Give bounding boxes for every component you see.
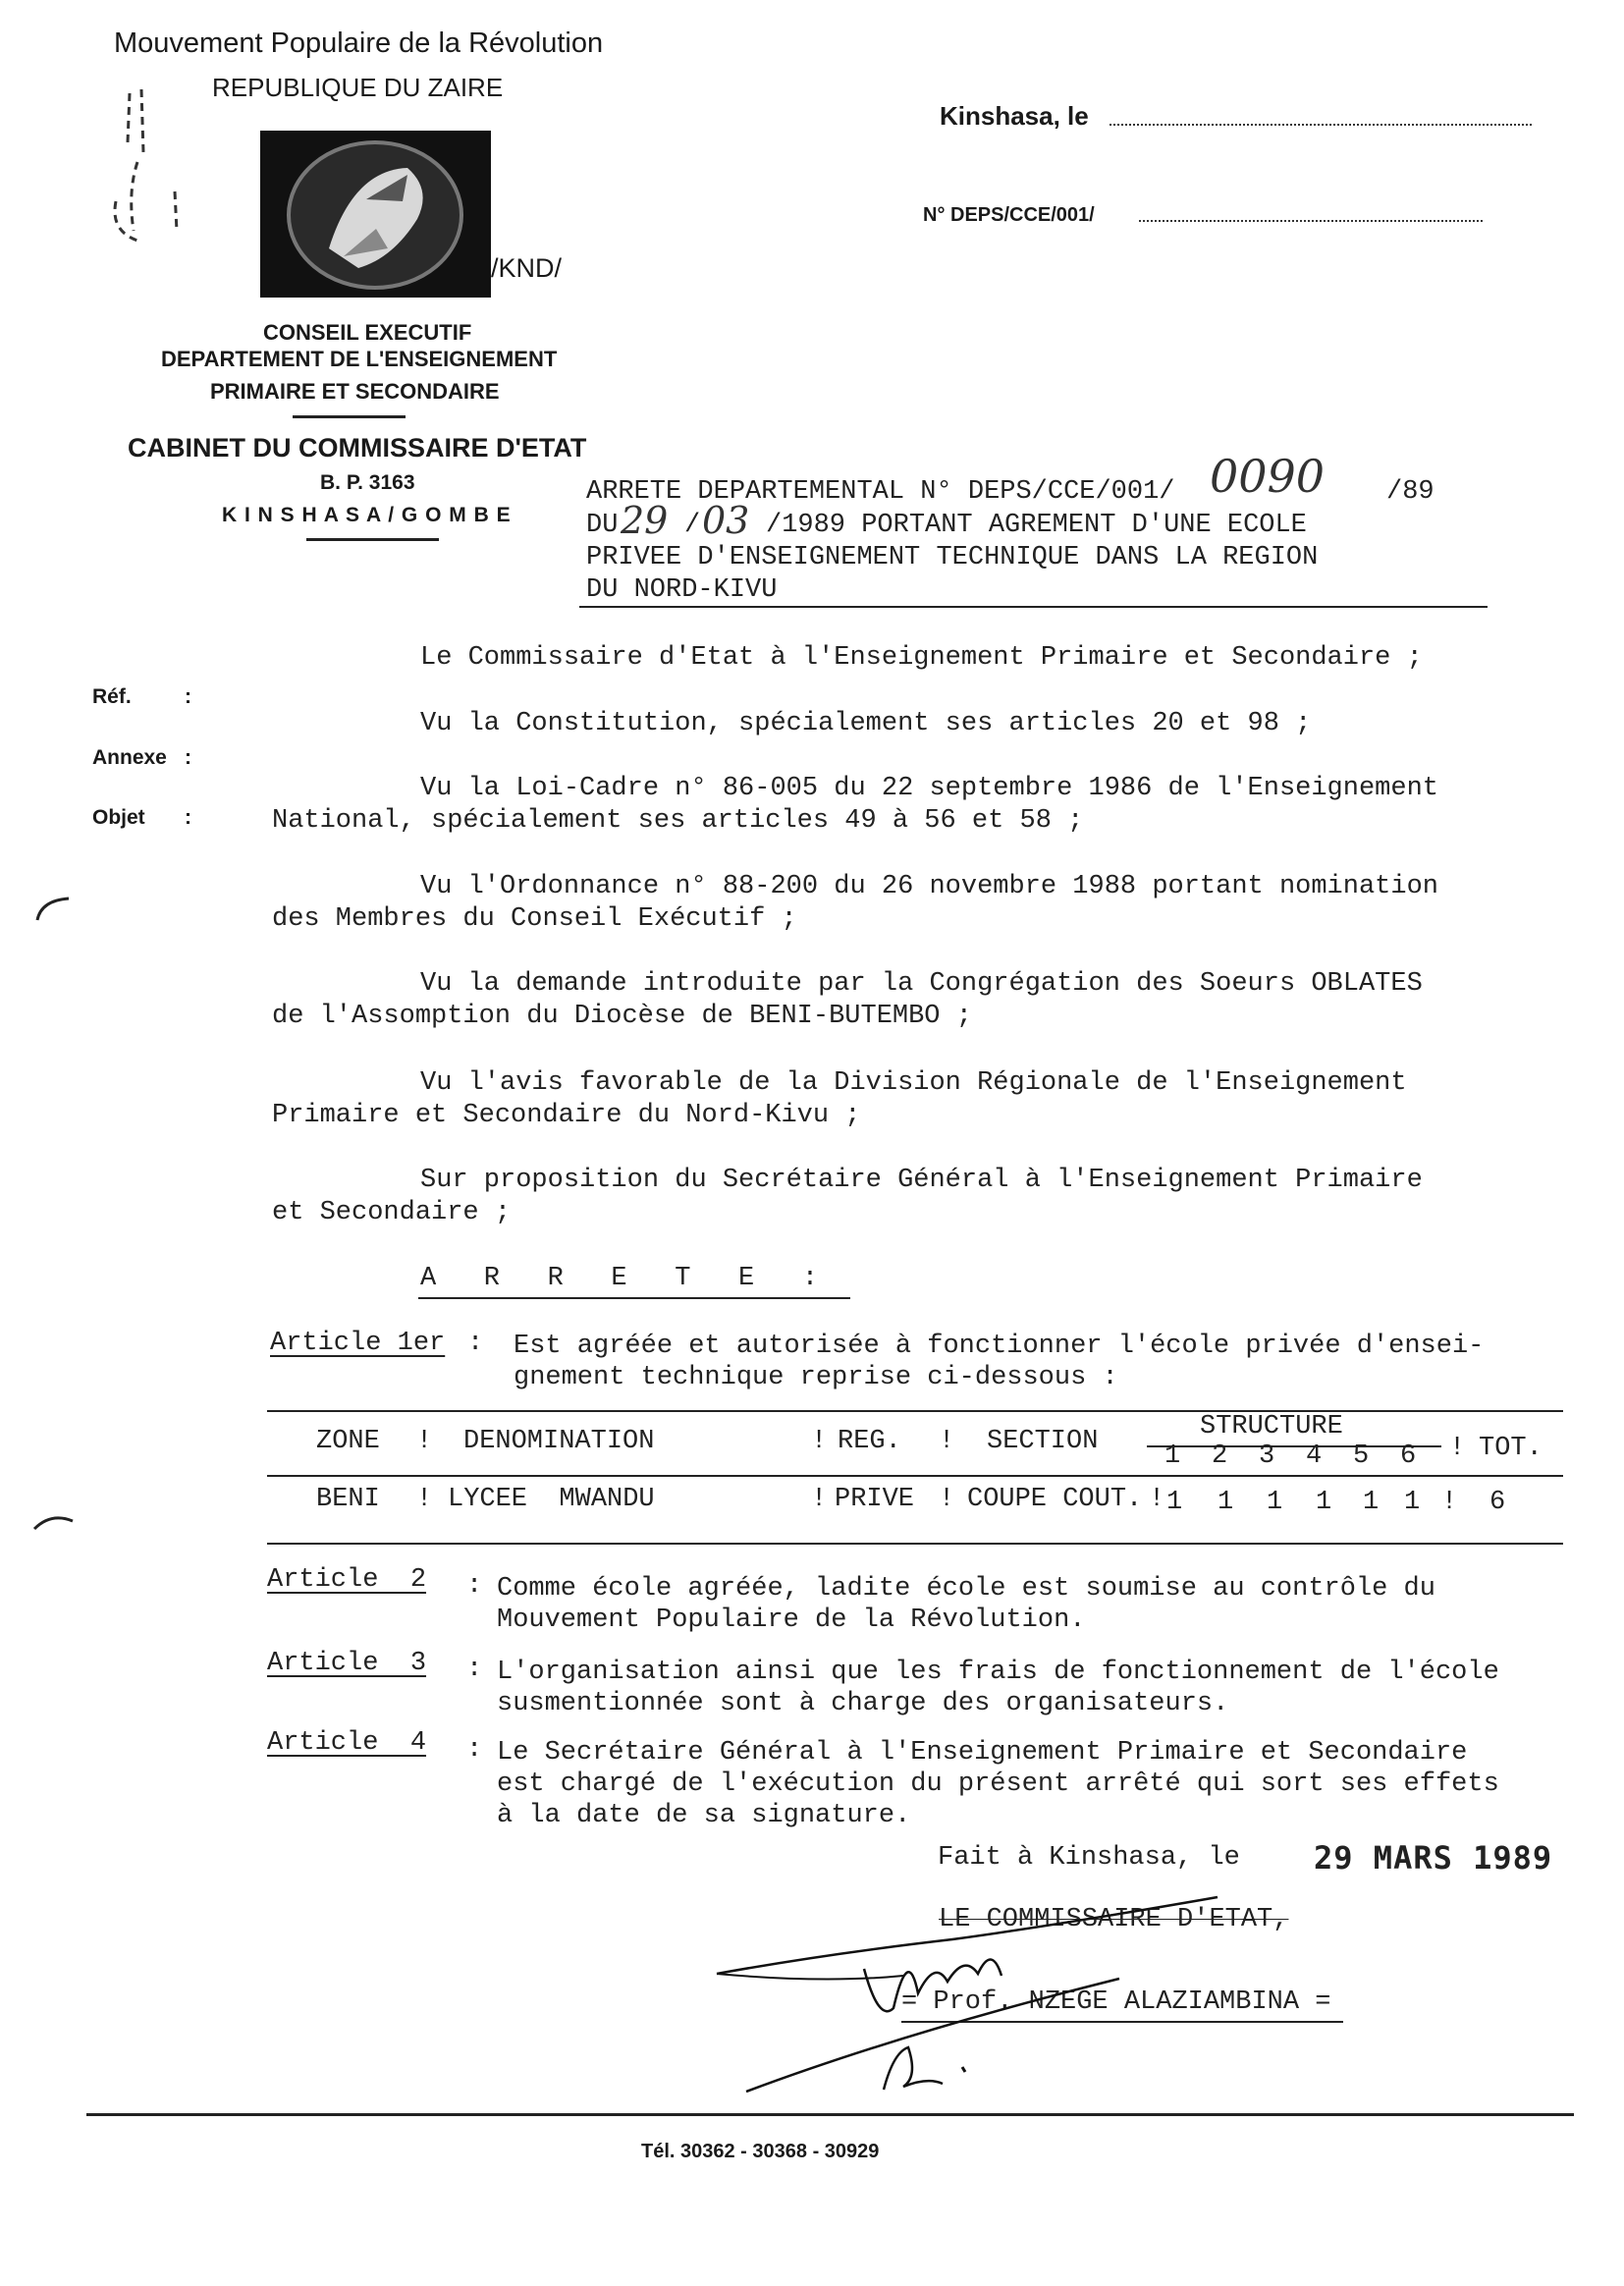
- title-line4: DU NORD-KIVU: [586, 575, 778, 605]
- coat-of-arms-seal: [260, 131, 491, 298]
- article-1-label: Article 1er: [270, 1329, 446, 1358]
- article-4-line3: à la date de sa signature.: [497, 1801, 911, 1830]
- article-2-line1: Comme école agréée, ladite école est soumise au contrôle du: [497, 1574, 1435, 1604]
- number-dotted-line: [1139, 220, 1483, 222]
- structure-strike: [1147, 1445, 1441, 1447]
- row-struct-3: 1: [1267, 1488, 1283, 1517]
- article-3-label: Article 3: [267, 1649, 427, 1678]
- article-3-line1: L'organisation ainsi que les frais de fonctionnement de l'école: [497, 1658, 1499, 1687]
- annexe-colon: :: [185, 746, 191, 769]
- article-1-line1: Est agréée et autorisée à fonctionner l'école privée d'ensei-: [514, 1332, 1485, 1361]
- table-bottom-rule: [267, 1543, 1563, 1545]
- handwritten-decree-number: 0090: [1210, 450, 1326, 503]
- preamble-avis-1: Vu l'avis favorable de la Division Régionale de l'Enseignement: [420, 1068, 1407, 1098]
- preamble-proposition-1: Sur proposition du Secrétaire Général à l'Enseignement Primaire: [420, 1166, 1423, 1195]
- republic-title: REPUBLIQUE DU ZAIRE: [212, 73, 504, 102]
- header-sep-4: !: [1449, 1434, 1466, 1463]
- preamble-loi-cadre-1: Vu la Loi-Cadre n° 86-005 du 22 septembre 1986 de l'Enseignement: [420, 774, 1438, 803]
- preamble-demande-1: Vu la demande introduite par la Congrégation des Soeurs OBLATES: [420, 969, 1423, 999]
- knd-suffix: /KND/: [491, 253, 563, 283]
- row-sep-2: !: [811, 1485, 828, 1514]
- row-tot: 6: [1489, 1488, 1506, 1517]
- header-struct-2: 2: [1212, 1442, 1228, 1471]
- fait-a-kinshasa: Fait à Kinshasa, le: [938, 1843, 1240, 1873]
- margin-scribbles: [98, 83, 206, 250]
- arrete-heading: A R R E T E :: [420, 1264, 819, 1293]
- header-sep-2: !: [811, 1427, 828, 1456]
- header-tot: TOT.: [1479, 1434, 1543, 1463]
- article-4-line1: Le Secrétaire Général à l'Enseignement Primaire et Secondaire: [497, 1738, 1468, 1768]
- footer-telephone: Tél. 30362 - 30368 - 30929: [641, 2141, 880, 2162]
- postal-box: B. P. 3163: [320, 471, 415, 494]
- preamble-ordonnance-2: des Membres du Conseil Exécutif ;: [272, 904, 797, 934]
- article-2-label: Article 2: [267, 1565, 427, 1595]
- header-section: SECTION: [987, 1427, 1099, 1456]
- header-denomination: DENOMINATION: [463, 1427, 655, 1456]
- article-4-colon: :: [466, 1735, 483, 1765]
- title-underline: [579, 606, 1488, 608]
- row-sep-1: !: [416, 1485, 433, 1514]
- movement-title: Mouvement Populaire de la Révolution: [114, 27, 604, 59]
- article-1-line2: gnement technique reprise ci-dessous :: [514, 1363, 1118, 1392]
- table-header-rule: [267, 1475, 1563, 1477]
- article-3-line2: susmentionnée sont à charge des organisateurs.: [497, 1689, 1229, 1718]
- header-struct-1: 1: [1164, 1442, 1181, 1471]
- header-structure: STRUCTURE: [1200, 1412, 1343, 1442]
- row-zone: BENI: [316, 1485, 380, 1514]
- kinshasa-date-label: Kinshasa, le: [940, 101, 1089, 131]
- preamble-commissioner: Le Commissaire d'Etat à l'Enseignement Primaire et Secondaire ;: [420, 643, 1423, 673]
- title-line3: PRIVEE D'ENSEIGNEMENT TECHNIQUE DANS LA REGION: [586, 543, 1319, 572]
- handwritten-month: 03: [702, 499, 750, 542]
- preamble-ordonnance-1: Vu l'Ordonnance n° 88-200 du 26 novembre 1988 portant nomination: [420, 872, 1438, 901]
- objet-colon: :: [185, 806, 191, 829]
- article-1-colon: :: [467, 1329, 484, 1358]
- row-sep-4: !: [1149, 1485, 1165, 1514]
- article-2-colon: :: [466, 1571, 483, 1601]
- row-struct-5: 1: [1363, 1488, 1380, 1517]
- margin-mark-bottom-icon: [29, 1507, 79, 1537]
- title-line1: [586, 477, 1175, 507]
- date-stamp: 29 MARS 1989: [1314, 1839, 1553, 1877]
- header-reg: REG.: [838, 1427, 901, 1456]
- commissioner-role: LE COMMISSAIRE D'ETAT,: [939, 1905, 1289, 1934]
- reference-number-label: N° DEPS/CCE/001/: [923, 204, 1095, 226]
- handwritten-day: 29: [621, 499, 669, 542]
- header-zone: ZONE: [316, 1427, 380, 1456]
- department-line1: DEPARTEMENT DE L'ENSEIGNEMENT: [161, 347, 558, 371]
- header-struct-3: 3: [1259, 1442, 1275, 1471]
- title-du: DU: [586, 511, 619, 540]
- handwritten-signature-icon: [707, 1885, 1257, 2111]
- preamble-constitution: Vu la Constitution, spécialement ses articles 20 et 98 ;: [420, 709, 1312, 738]
- ref-colon: :: [185, 685, 191, 708]
- row-reg: PRIVE: [835, 1485, 915, 1514]
- title-prefix: ARRETE DEPARTEMENTAL N° DEPS/CCE/001/: [586, 477, 1175, 507]
- ref-label: Réf.: [92, 685, 132, 708]
- council-label: CONSEIL EXECUTIF: [263, 320, 472, 345]
- row-struct-4: 1: [1316, 1488, 1332, 1517]
- city-label: K I N S H A S A / G O M B E: [222, 504, 512, 526]
- header-sep-3: !: [939, 1427, 955, 1456]
- title-line2-rest: /1989 PORTANT AGREMENT D'UNE ECOLE: [766, 511, 1307, 540]
- annexe-label: Annexe: [92, 746, 167, 769]
- row-section: COUPE COUT.: [967, 1485, 1143, 1514]
- title-year-suffix: /89: [1386, 477, 1435, 507]
- city-underline: [306, 538, 439, 541]
- preamble-proposition-2: et Secondaire ;: [272, 1198, 512, 1227]
- header-sep-1: !: [416, 1427, 433, 1456]
- preamble-loi-cadre-2: National, spécialement ses articles 49 à 56 et 58 ;: [272, 806, 1084, 836]
- table-top-rule: [267, 1410, 1563, 1412]
- title-date-separator: /: [684, 511, 701, 540]
- seal-emblem-icon: [260, 131, 491, 298]
- row-struct-1: 1: [1166, 1488, 1183, 1517]
- article-2-line2: Mouvement Populaire de la Révolution.: [497, 1606, 1086, 1635]
- footer-rule: [86, 2113, 1574, 2116]
- row-denomination: LYCEE MWANDU: [448, 1485, 655, 1514]
- signatory-name: = Prof. NZEGE ALAZIAMBINA =: [901, 1987, 1331, 2017]
- margin-mark-top-icon: [29, 889, 79, 928]
- department-line2: PRIMAIRE ET SECONDAIRE: [210, 379, 500, 404]
- cabinet-title: CABINET DU COMMISSAIRE D'ETAT: [128, 433, 587, 463]
- article-3-colon: :: [466, 1655, 483, 1684]
- header-struct-6: 6: [1400, 1442, 1417, 1471]
- row-struct-2: 1: [1218, 1488, 1234, 1517]
- preamble-avis-2: Primaire et Secondaire du Nord-Kivu ;: [272, 1101, 861, 1130]
- objet-label: Objet: [92, 806, 145, 829]
- date-dotted-line: [1110, 124, 1532, 126]
- arrete-underline: [418, 1297, 850, 1299]
- header-struct-4: 4: [1306, 1442, 1323, 1471]
- header-struct-5: 5: [1353, 1442, 1370, 1471]
- article-4-label: Article 4: [267, 1728, 427, 1758]
- preamble-demande-2: de l'Assomption du Diocèse de BENI-BUTEMBO ;: [272, 1002, 972, 1031]
- row-sep-5: !: [1441, 1488, 1458, 1517]
- row-sep-3: !: [939, 1485, 955, 1514]
- article-4-line2: est chargé de l'exécution du présent arrêté qui sort ses effets: [497, 1769, 1499, 1799]
- department-underline: [293, 415, 406, 418]
- row-struct-6: 1: [1404, 1488, 1421, 1517]
